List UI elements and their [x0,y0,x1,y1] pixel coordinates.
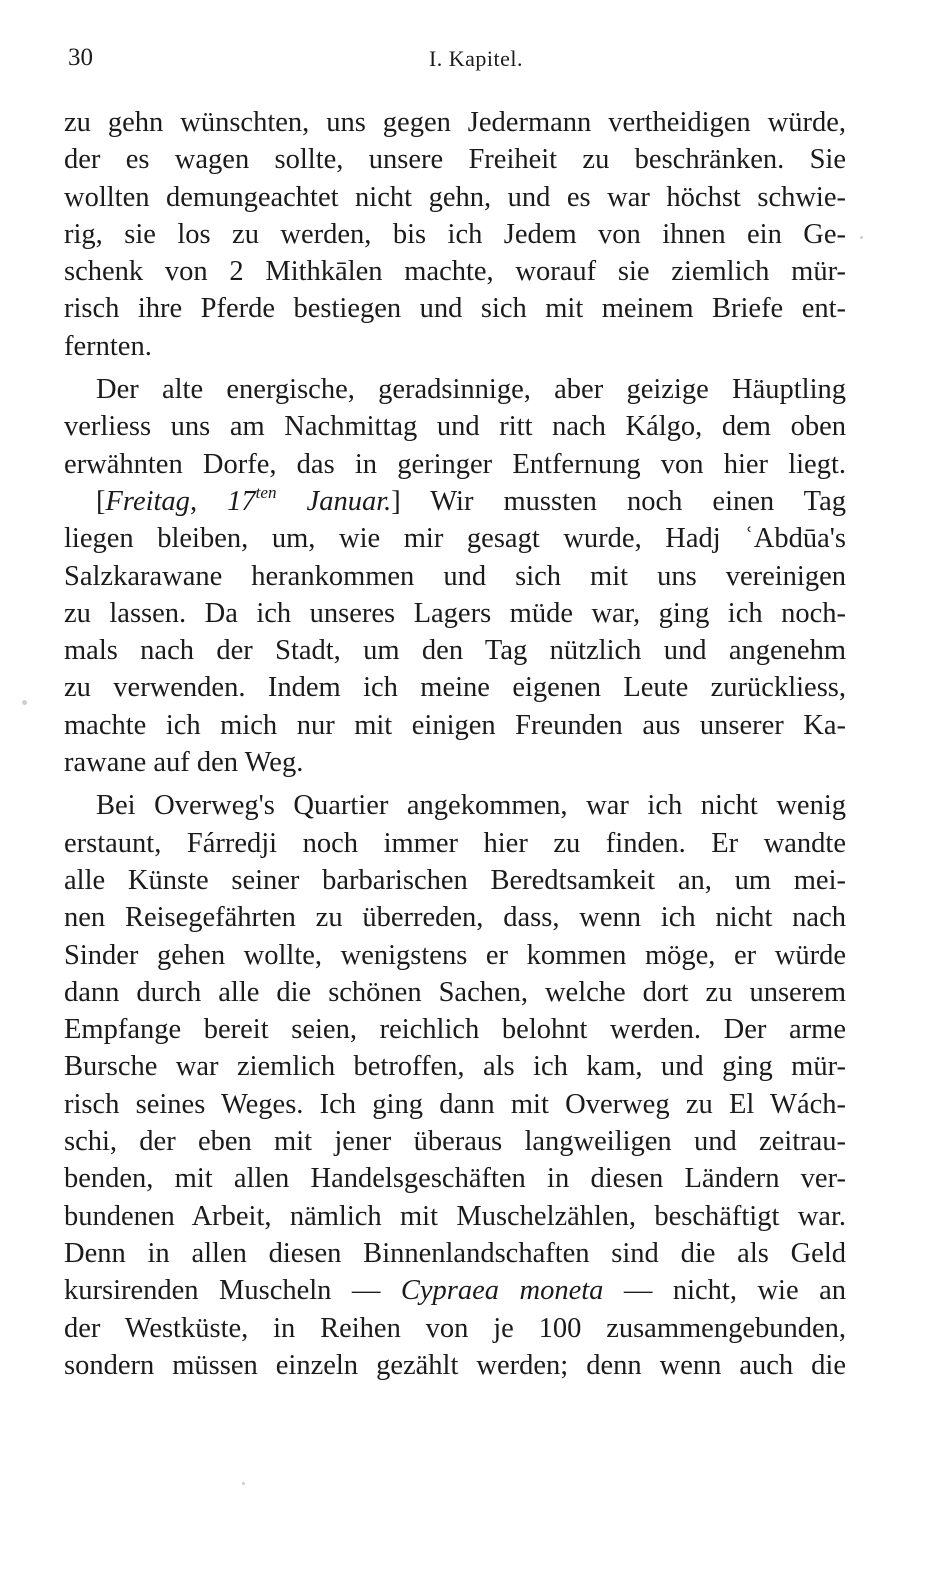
text-line: rig, sie los zu werden, bis ich Jedem von ihnen ein Ge- [64,218,846,250]
line-text: Wir mussten noch einen Tag [430,485,846,517]
text-line: mals nach der Stadt, um den Tag nützlich und angenehm [64,635,846,667]
text-line: machte ich mich nur mit einigen Freunden aus unserer Ka- [64,709,846,741]
text-line: Salzkarawane herankommen und sich mit uns vereinigen [64,560,846,592]
text-line: Der alte energische, geradsinnige, aber geizige Häuptling [96,374,846,406]
text-line: Bei Overweg's Quartier angekommen, war ich nicht wenig [96,790,846,822]
scan-speck [860,236,863,239]
scan-speck [22,700,27,705]
text-line: risch ihre Pferde bestiegen und sich mit meinem Briefe ent- [64,293,846,325]
date-note: [Freitag, $17^{ten}$ Januar.] [96,483,401,517]
date-day: 17 [227,485,256,517]
text-line: verliess uns am Nachmittag und ritt nach Kálgo, dem oben [64,411,846,443]
chapter-title: I. Kapitel. [428,46,524,71]
text-line: sondern müssen einzeln gezählt werden; denn wenn auch die [64,1349,846,1381]
date-month: Januar. [306,485,392,517]
text-line: erstaunt, Fárredji noch immer hier zu finden. Er wandte [64,827,846,859]
text-line: schi, der eben mit jener überaus langweiligen und zeitrau- [64,1126,846,1158]
text-line [64,483,846,520]
scan-speck [242,1482,245,1485]
text-line: Denn in allen diesen Binnenlandschaften sind die als Geld [64,1237,846,1269]
text-line: Bursche war ziemlich betroffen, als ich kam, und ging mür- [64,1051,846,1083]
paragraph [64,787,846,1384]
text-line: risch seines Weges. Ich ging dann mit Overweg zu El Wách- [64,1088,846,1120]
running-header [68,44,848,84]
text-line: der Westküste, in Reihen von je 100 zusammengebunden, [64,1312,846,1344]
date-weekday: Freitag [105,485,190,517]
text-line: dann durch alle die schönen Sachen, welche dort zu unserem [64,976,846,1008]
text-line: Empfange bereit seien, reichlich belohnt werden. Der arme [64,1014,846,1046]
text-line: alle Künste seiner barbarischen Beredtsamkeit an, um mei- [64,864,846,896]
paragraph [64,483,846,781]
paragraph [64,104,846,365]
text-line: benden, mit allen Handelsgeschäften in diesen Ländern ver- [64,1163,846,1195]
text-line: zu lassen. Da ich unseres Lagers müde war, ging ich noch- [64,597,846,629]
text-line: schenk von 2 Mithkālen machte, worauf sie ziemlich mür- [64,256,846,288]
text-line: zu gehn wünschten, uns gegen Jedermann vertheidigen würde, [64,107,846,138]
text-line: nen Reisegefährten zu überreden, dass, wenn ich nicht nach [64,902,846,934]
date-day-suffix: ten [255,483,277,502]
text-line: Sinder gehen wollte, wenigstens er kommen möge, er würde [64,939,846,971]
text-line: bundenen Arbeit, nämlich mit Muschelzählen, beschäftigt war. [64,1200,846,1232]
text-line: fernten. [64,330,152,362]
text-line: zu verwenden. Indem ich meine eigenen Leute zurückliess, [64,672,846,704]
latin-species-name: Cypraea moneta [400,1275,604,1307]
text-line: wollten demungeachtet nicht gehn, und es war höchst schwie- [64,181,846,213]
text-line: der es wagen sollte, unsere Freiheit zu beschränken. Sie [64,144,846,176]
text-line: rawane auf den Weg. [64,747,304,779]
paragraph [64,371,846,483]
text-line: erwähnten Dorfe, das in geringer Entfernung von hier liegt. [64,448,846,480]
text-line: kursirenden Muscheln — Cypraea moneta — nicht, wie an [64,1275,846,1307]
body-text [64,104,846,1384]
text-line: liegen bleiben, um, wie mir gesagt wurde, Hadj ʿAbdūa's [64,523,846,555]
page-number: 30 [68,44,93,71]
